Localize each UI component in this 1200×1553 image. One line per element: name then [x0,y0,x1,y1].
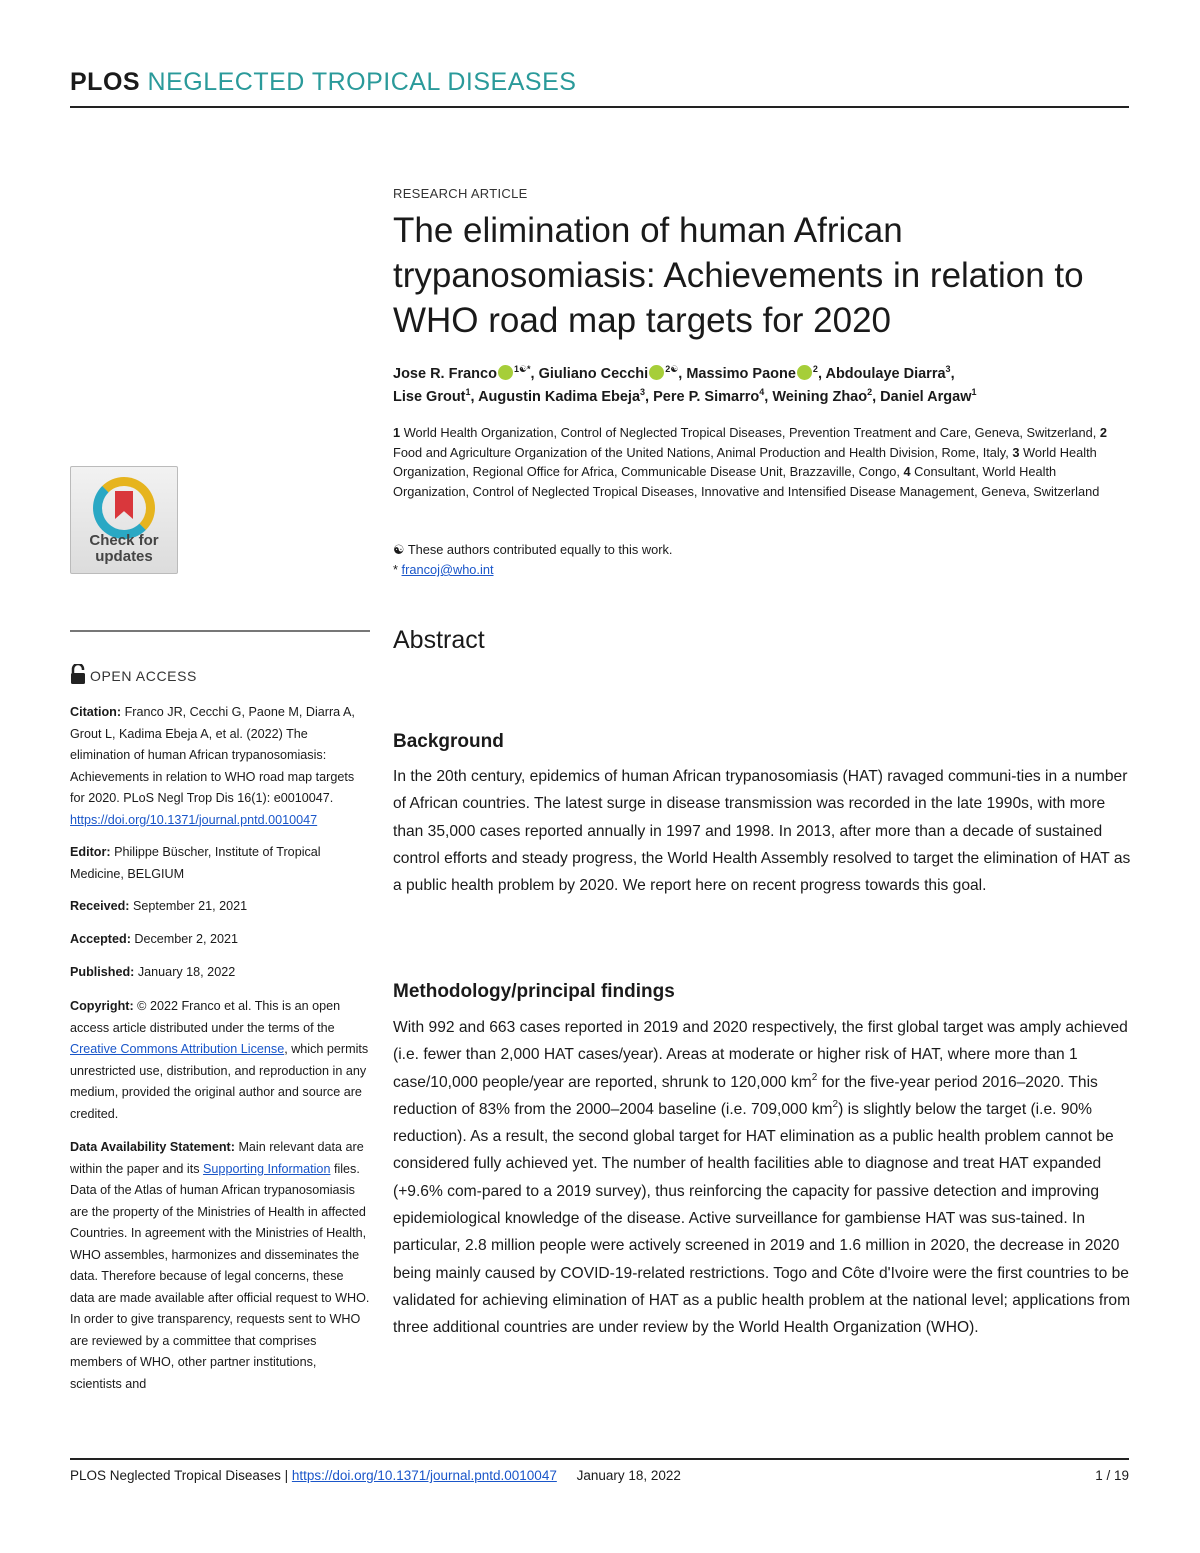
author-affiliation-sup: 2 [867,387,873,397]
affiliation-number: 1 [393,425,401,440]
background-heading: Background [393,731,504,752]
author-affiliation-sup: 4 [759,387,765,397]
supporting-information-link[interactable]: Supporting Information [203,1161,331,1176]
methods-text-2: for the five-year period 2016–2020. This reduction of 83% from the 2000–2004 baseline (i.e. 709,000 km [393,1073,1098,1118]
author-affiliation-sup: 1 [971,387,977,397]
methods-heading: Methodology/principal findings [393,981,675,1002]
author-name: Abdoulaye Diarra [825,366,946,382]
copyright-text-2: , which permits unrestricted use, distribution, and reproduction in any medium, provided the original author and source are credited. [70,1042,369,1121]
data-availability-block [70,1137,370,1395]
footer-rule [70,1458,1129,1460]
published-block [70,962,370,984]
author [772,389,872,405]
author [393,366,531,382]
methods-text-1: With 992 and 663 cases reported in 2019 and 2020 respectively, the first global target was amply achieved (i.e. fewer than 2,000 HAT cases/year). Areas at moderate or higher risk of HAT, where more than 1 case/10,000 people/year are reported, shrunk to 120,000 km [393,1019,1128,1091]
affiliation-text: Consultant, World Health Organization, Control of Neglected Tropical Diseases, Innovative and Intensified Disease Management, Geneva, Switzerland [393,464,1100,499]
editor-label: Editor: [70,845,111,859]
badge-label-line2: updates [95,548,153,565]
affiliations [393,423,1133,501]
author [539,366,679,382]
author [880,389,976,405]
journal-header [70,68,576,97]
author [393,389,471,405]
affiliation-number: 2 [1099,425,1107,440]
author-name: Massimo Paone [686,366,796,382]
open-lock-icon [70,664,86,687]
copyright-label: Copyright: [70,999,134,1013]
corresponding-author-note [393,560,1133,580]
editor-text: Philippe Büscher, Institute of Tropical Medicine, BELGIUM [70,845,321,881]
accepted-label: Accepted: [70,932,131,946]
data-availability-label: Data Availability Statement: [70,1140,235,1154]
open-access-text: OPEN ACCESS [90,668,197,684]
author-name: Jose R. Franco [393,366,497,382]
page-number: 1 / 19 [1095,1468,1129,1483]
open-access-label [70,664,197,687]
check-for-updates-badge[interactable] [70,466,178,574]
received-label: Received: [70,899,130,913]
citation-label: Citation: [70,705,122,719]
author-affiliation-sup: 1 [465,387,471,397]
received-date: September 21, 2021 [133,899,248,913]
author-affiliation-sup: 1☯* [513,364,531,374]
equal-contribution-icon: ☯ [393,542,405,557]
background-paragraph: In the 20th century, epidemics of human African trypanosomiasis (HAT) ravaged communi-ties in a number of African countries. The latest surge in disease transmission was recorded in the late 1990s, with more than 35,000 cases reported annually in 1997 and 1998. In 2013, after more than a decade of sustained control efforts and steady progress, the World Health Assembly resolved to target the elimination of HAT as a public health problem by 2020. We report here on recent progress towards this goal. [393,768,1131,895]
orcid-icon[interactable] [649,365,664,380]
corresponding-star: * [393,562,398,577]
sidebar-rule [70,630,370,632]
author [653,389,764,405]
author-name: Daniel Argaw [880,389,972,405]
accepted-date: December 2, 2021 [134,932,239,946]
published-label: Published: [70,965,135,979]
author [478,389,645,405]
footer-journal: PLOS Neglected Tropical Diseases | [70,1468,289,1483]
author-name: Augustin Kadima Ebeja [478,389,641,405]
author-name: Weining Zhao [772,389,868,405]
author-name: Giuliano Cecchi [538,366,649,382]
affiliation-text: Food and Agriculture Organization of the United Nations, Animal Production and Health Division, Rome, Italy, [393,444,1009,460]
citation-text: Franco JR, Cecchi G, Paone M, Diarra A, Grout L, Kadima Ebeja A, et al. (2022) The elimination of human African trypanosomiasis: Achievements in relation to WHO road map targets for 2020. PLoS Negl Trop Dis 16(1): e0010047. [70,705,355,805]
affiliation-number: 3 [1012,444,1020,460]
journal-name: NEGLECTED TROPICAL DISEASES [147,68,577,96]
editor-block [70,842,370,885]
author-name: Lise Grout [393,389,466,405]
author-affiliation-sup: 2☯ [665,364,679,374]
methods-text-3: ) is slightly below the target (i.e. 90% reduction). As a result, the second global target for HAT elimination as a public health problem cannot be considered fully achieved yet. The number of health facilities able to diagnose and treat HAT expanded (+9.6% com-pared to a 2019 survey), thus reinforcing the capacity for passive detection and improving epidemiological knowledge of the disease. Active surveillance for gambiense HAT was sus-tained. In particular, 2.8 million people were actively screened in 2019 and 1.6 million in 2020, the decrease in 2020 being mainly caused by COVID-19-related restrictions. Togo and Côte d'Ivoire were the first countries to be validated for achieving elimination of HAT as a public health problem at the national level; applications from three additional countries are under review by the World Health Organization (WHO). [393,1100,1131,1337]
footer-date: January 18, 2022 [576,1468,681,1483]
orcid-icon[interactable] [797,365,812,380]
journal-plos: PLOS [70,68,141,96]
author [686,366,818,382]
article-type: RESEARCH ARTICLE [393,186,528,201]
author-affiliation-sup: 3 [640,387,646,397]
author-notes [393,540,1133,580]
citation-block [70,702,370,831]
article-title: The elimination of human African trypanosomiasis: Achievements in relation to WHO road map targets for 2020 [393,211,1084,340]
footer-doi-link[interactable]: https://doi.org/10.1371/journal.pntd.0010047 [291,1468,557,1483]
copyright-text: © 2022 Franco et al. This is an open access article distributed under the terms of the [70,999,341,1035]
corresponding-email-link[interactable]: francoj@who.int [401,562,494,577]
copyright-block [70,996,370,1125]
license-link[interactable]: Creative Commons Attribution License [70,1042,285,1056]
citation-doi-link[interactable]: https://doi.org/10.1371/journal.pntd.0010047 [70,812,318,827]
methods-paragraph [393,1014,1131,1342]
abstract-heading: Abstract [393,626,485,654]
author [825,366,950,382]
methods-sup-2: 2 [832,1098,839,1110]
published-date: January 18, 2022 [137,965,236,979]
author-name: Pere P. Simarro [653,389,760,405]
equal-contribution-text: These authors contributed equally to this work. [407,542,673,557]
orcid-icon[interactable] [498,365,513,380]
data-availability-text: Main relevant data are within the paper and its [70,1140,364,1176]
received-block [70,896,370,918]
affiliation-text: World Health Organization, Regional Office for Africa, Communicable Disease Unit, Brazzaville, Congo, [393,444,1097,479]
affiliation-number: 4 [903,464,911,479]
methods-sup-1: 2 [811,1071,818,1083]
badge-label-line1: Check for [89,532,159,549]
page-footer [70,1468,1129,1483]
data-availability-text-2: files. Data of the Atlas of human African trypanosomiasis are the property of the Ministries of Health in affected Countries. In agreement with the Ministries of Health, WHO assembles, harmonizes and disseminates the data. Therefore because of legal concerns, these data are made available after official request to WHO. In order to give transparency, requests sent to WHO are reviewed by a committee that comprises members of WHO, other partner institutions, scientists and [70,1161,370,1391]
author-affiliation-sup: 2 [812,364,818,374]
affiliation-text: World Health Organization, Control of Neglected Tropical Diseases, Prevention Treatment and Care, Geneva, Switzerland, [403,425,1097,440]
badge-label [71,533,177,565]
author-list: Jose R. Franco $^{1☯*}$, Giuliano Cecchi $^{2☯}$, Massimo Paone $^2$, Abdoulaye Diarra$^3$, Lise Grout$^1$, Augustin Kadima Ebeja$^3$, Pere P. Simarro$^4$, Weining Zhao$^2$, Daniel Argaw$^1$ [393,364,977,405]
equal-contribution-note [393,540,1133,560]
header-rule [70,106,1129,108]
accepted-block [70,929,370,951]
author-affiliation-sup: 3 [945,364,951,374]
